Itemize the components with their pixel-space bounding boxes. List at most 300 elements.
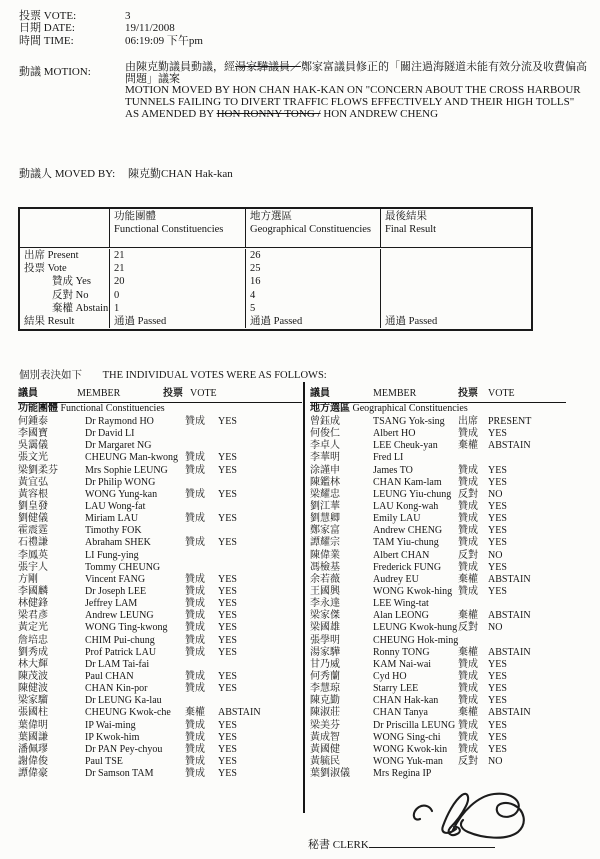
summary-cell: 16 (245, 275, 380, 288)
member-name-zh: 李國麟 (18, 585, 48, 597)
member-vote-row (310, 671, 596, 683)
member-name-en: LAU Wong-fat (85, 500, 146, 512)
member-name-en: Tommy CHEUNG (85, 561, 161, 573)
member-vote-row (18, 659, 302, 671)
member-vote-en: YES (488, 500, 507, 512)
member-vote-zh (185, 562, 218, 574)
member-vote-row (18, 610, 302, 622)
date-row (19, 22, 203, 34)
member-vote-row (18, 744, 302, 756)
member-vote-en: YES (488, 476, 507, 488)
member-name-zh: 劉慧卿 (310, 513, 340, 525)
member-vote-zh: 贊成 (185, 598, 205, 610)
member-vote-en: YES (218, 452, 237, 464)
summary-table-header (20, 209, 531, 248)
member-vote-row (18, 732, 302, 744)
member-vote-row (310, 452, 596, 464)
member-vote-zh (185, 477, 218, 489)
member-vote-en: YES (218, 573, 237, 585)
member-vote-zh: 贊成 (458, 537, 478, 549)
member-vote-zh: 棄權 (458, 573, 478, 585)
member-vote-en: NO (488, 622, 503, 634)
member-name-en: Frederick FUNG (373, 561, 442, 573)
member-vote-row (310, 440, 596, 452)
member-header-en: MEMBER (373, 388, 417, 399)
member-name-zh: 梁美芬 (310, 719, 340, 731)
member-name-en: Andrew LEUNG (85, 610, 154, 622)
member-vote-zh: 棄權 (458, 646, 478, 658)
member-vote-en: YES (218, 683, 237, 695)
summary-table (18, 207, 533, 331)
vote-number-row (19, 10, 203, 22)
member-vote-zh: 反對 (458, 488, 478, 500)
column-divider (303, 382, 305, 813)
member-name-en: LAU Kong-wah (373, 500, 439, 512)
member-vote-zh (185, 695, 218, 707)
member-name-en: Paul CHAN (85, 670, 134, 682)
functional-group-en: Functional Constituencies (60, 403, 165, 414)
member-vote-zh: 贊成 (185, 416, 205, 427)
member-vote-zh: 贊成 (458, 731, 478, 743)
member-vote-row (18, 550, 302, 562)
member-vote-zh: 贊成 (185, 622, 205, 634)
member-vote-row (18, 489, 302, 501)
member-name-en: Dr Samson TAM (85, 768, 154, 780)
member-name-en: Cyd HO (373, 670, 407, 682)
member-name-en: Dr David LI (85, 428, 135, 440)
member-name-zh: 曾鈺成 (310, 416, 340, 427)
member-vote-en: NO (488, 549, 503, 561)
member-vote-zh: 贊成 (458, 428, 478, 440)
member-vote-zh: 棄權 (185, 707, 205, 719)
member-name-zh: 劉秀成 (18, 646, 48, 658)
summary-row (20, 262, 531, 275)
member-name-zh: 余若薇 (310, 573, 340, 585)
member-vote-zh: 贊成 (458, 464, 478, 476)
member-name-zh: 劉江華 (310, 500, 340, 512)
member-vote-en (218, 562, 302, 574)
member-vote-row (310, 586, 596, 598)
member-vote-zh: 贊成 (185, 768, 205, 780)
member-vote-row (18, 537, 302, 549)
member-name-en: Dr Margaret NG (85, 440, 152, 452)
member-vote-en (488, 598, 596, 610)
member-vote-row (310, 477, 596, 489)
member-name-en: Dr Joseph LEE (85, 585, 147, 597)
member-vote-row (310, 622, 596, 634)
member-vote-en (218, 525, 302, 537)
member-vote-en: NO (488, 488, 503, 500)
member-vote-en: YES (488, 525, 507, 537)
member-vote-row (310, 416, 596, 428)
member-vote-zh: 贊成 (458, 500, 478, 512)
member-name-zh: 葉國謙 (18, 731, 48, 743)
member-vote-row (18, 635, 302, 647)
member-vote-en: YES (218, 768, 237, 780)
member-vote-en: YES (218, 755, 237, 767)
summary-cell: 25 (245, 262, 380, 275)
individual-votes-heading-en: THE INDIVIDUAL VOTES WERE AS FOLLOWS: (102, 370, 327, 381)
member-name-en: Dr PAN Pey-chyou (85, 743, 163, 755)
member-vote-row (18, 586, 302, 598)
member-name-zh: 林健鋒 (18, 598, 48, 610)
member-name-zh: 謝偉俊 (18, 755, 48, 767)
member-vote-en (218, 501, 302, 513)
member-vote-zh: 贊成 (185, 719, 205, 731)
member-vote-zh: 出席 (458, 416, 478, 427)
member-header-zh: 議員 (310, 388, 330, 399)
summary-header-geographical-en: Geographical Constituencies (250, 223, 372, 235)
member-name-en: WONG Yuk-man (373, 755, 443, 767)
member-vote-row (310, 428, 596, 440)
member-vote-row (18, 707, 302, 719)
document-meta (19, 10, 203, 47)
summary-cell: 通過 Passed (109, 315, 245, 328)
member-name-zh: 張學明 (310, 634, 340, 646)
member-vote-row (310, 659, 596, 671)
vote-header-zh: 投票 (163, 388, 183, 399)
member-vote-row (310, 562, 596, 574)
member-name-en: Ronny TONG (373, 646, 430, 658)
summary-header-functional-zh: 功能團體 (114, 211, 156, 222)
member-vote-zh: 贊成 (185, 610, 205, 622)
member-vote-row (18, 622, 302, 634)
member-name-zh: 詹培忠 (18, 634, 48, 646)
member-vote-zh: 反對 (458, 549, 478, 561)
summary-row (20, 302, 531, 315)
member-vote-en: PRESENT (488, 416, 532, 427)
member-name-zh: 李永達 (310, 598, 340, 610)
summary-header-blank (20, 209, 109, 247)
motion-text (125, 62, 588, 121)
member-vote-zh (458, 768, 488, 780)
member-name-en: Prof Patrick LAU (85, 646, 157, 658)
geographical-group-zh: 地方選區 (310, 403, 350, 414)
motion-text-chinese (125, 62, 588, 85)
member-vote-row (310, 501, 596, 513)
summary-row (20, 275, 531, 288)
summary-row (20, 249, 531, 262)
member-vote-row (310, 720, 596, 732)
member-name-en: Vincent FANG (85, 573, 146, 585)
member-name-en: Audrey EU (373, 573, 419, 585)
vote-header-en: VOTE (190, 388, 217, 399)
summary-header-geographical-zh: 地方選區 (250, 211, 292, 222)
member-vote-row (310, 707, 596, 719)
member-name-zh: 陳淑莊 (310, 707, 340, 719)
member-vote-en: ABSTAIN (218, 707, 261, 719)
member-name-en: LEE Cheuk-yan (373, 440, 438, 452)
member-name-zh: 陳健波 (18, 683, 48, 695)
member-name-zh: 張宇人 (18, 561, 48, 573)
member-vote-zh (185, 525, 218, 537)
member-vote-row (310, 513, 596, 525)
member-name-zh: 馮檢基 (310, 561, 340, 573)
clerk-label: 秘書 CLERK (308, 839, 369, 851)
member-vote-row (18, 416, 302, 428)
member-vote-zh: 贊成 (458, 683, 478, 695)
summary-cell: 通過 Passed (380, 315, 531, 328)
member-vote-row (18, 562, 302, 574)
clerk-underline (369, 836, 495, 848)
summary-cell: 通過 Passed (245, 315, 380, 328)
motion-zh-after: 鄭家富議員修正的「關注過海隧道未能有效分流及收費偏高問題」議案 (125, 61, 587, 85)
member-name-en: WONG Yung-kan (85, 488, 158, 500)
time-label: 時間 TIME: (19, 34, 74, 47)
member-name-en: Jeffrey LAM (85, 598, 138, 610)
member-vote-zh: 贊成 (185, 573, 205, 585)
member-vote-zh: 贊成 (185, 537, 205, 549)
member-name-en: TAM Yiu-chung (373, 537, 439, 549)
member-name-zh: 黃成智 (310, 731, 340, 743)
member-name-en: CHAN Kam-lam (373, 476, 442, 488)
member-name-zh: 李華明 (310, 452, 340, 464)
member-vote-zh: 贊成 (458, 525, 478, 537)
summary-table-body (20, 248, 531, 329)
member-vote-row (310, 635, 596, 647)
member-vote-zh: 棄權 (458, 707, 478, 719)
functional-group-zh: 功能團體 (18, 403, 58, 414)
geographical-group-label (310, 403, 596, 416)
member-vote-en: YES (488, 695, 507, 707)
member-name-zh: 何俊仁 (310, 428, 340, 440)
member-name-en: Albert HO (373, 428, 416, 440)
member-name-en: LI Fung-ying (85, 549, 139, 561)
member-name-zh: 方剛 (18, 573, 38, 585)
vote-header-en: VOTE (488, 388, 515, 399)
member-vote-en: NO (488, 755, 503, 767)
member-name-en: WONG Kwok-kin (373, 743, 448, 755)
member-vote-en: ABSTAIN (488, 646, 531, 658)
member-name-zh: 李鳳英 (18, 549, 48, 561)
member-vote-zh: 贊成 (458, 513, 478, 525)
member-vote-en: YES (488, 743, 507, 755)
member-vote-en (218, 659, 302, 671)
member-name-zh: 梁國雄 (310, 622, 340, 634)
member-vote-zh: 贊成 (458, 695, 478, 707)
member-name-en: KAM Nai-wai (373, 658, 432, 670)
member-vote-row (18, 768, 302, 780)
member-name-en: WONG Ting-kwong (85, 622, 168, 634)
member-vote-en: YES (218, 670, 237, 682)
member-vote-en (488, 452, 596, 464)
member-name-zh: 譚耀宗 (310, 537, 340, 549)
member-vote-en: YES (218, 585, 237, 597)
member-vote-en: YES (488, 537, 507, 549)
member-vote-row (310, 744, 596, 756)
summary-cell (380, 249, 531, 262)
geographical-votes-column (310, 387, 596, 780)
member-name-zh: 黃定光 (18, 622, 48, 634)
member-name-zh: 何鍾泰 (18, 416, 48, 427)
member-vote-zh: 反對 (458, 622, 478, 634)
member-name-en: LEE Wing-tat (373, 598, 429, 610)
vote-header-zh: 投票 (458, 388, 478, 399)
member-vote-row (18, 695, 302, 707)
member-vote-row (310, 610, 596, 622)
summary-cell: 0 (109, 289, 245, 302)
member-vote-zh: 贊成 (185, 670, 205, 682)
clerk-signature (410, 789, 538, 843)
member-vote-en (488, 635, 596, 647)
member-name-zh: 葉劉淑儀 (310, 768, 350, 780)
member-vote-en: YES (218, 731, 237, 743)
member-vote-row (18, 452, 302, 464)
member-vote-en: ABSTAIN (488, 440, 531, 452)
member-vote-zh (458, 598, 488, 610)
summary-cell (380, 262, 531, 275)
member-name-en: Albert CHAN (373, 549, 430, 561)
member-vote-en: YES (218, 513, 237, 525)
functional-group-label (18, 403, 302, 416)
member-name-zh: 吳靄儀 (18, 440, 48, 452)
summary-header-functional (109, 209, 245, 247)
member-name-zh: 黃毓民 (310, 755, 340, 767)
member-name-en: CHAN Kin-por (85, 683, 148, 695)
member-vote-row (310, 695, 596, 707)
summary-row (20, 315, 531, 328)
member-vote-row (18, 720, 302, 732)
member-name-zh: 張國柱 (18, 707, 48, 719)
member-name-zh: 林大輝 (18, 658, 48, 670)
member-vote-zh: 贊成 (458, 670, 478, 682)
member-vote-en: YES (218, 622, 237, 634)
clerk-signature-line (308, 836, 495, 852)
member-vote-zh: 贊成 (185, 646, 205, 658)
member-name-en: Alan LEONG (373, 610, 429, 622)
individual-votes-heading (19, 367, 327, 382)
geographical-column-header (310, 387, 596, 401)
summary-cell (380, 289, 531, 302)
member-name-zh: 湯家驊 (310, 646, 340, 658)
member-vote-en: YES (218, 719, 237, 731)
member-vote-row (310, 598, 596, 610)
member-name-zh: 陳茂波 (18, 670, 48, 682)
member-header-zh: 議員 (18, 388, 38, 399)
member-vote-en: YES (218, 416, 237, 427)
member-name-zh: 梁家騮 (18, 695, 48, 707)
member-vote-en (218, 477, 302, 489)
member-vote-row (18, 428, 302, 440)
member-vote-zh: 贊成 (185, 585, 205, 597)
member-vote-row (18, 440, 302, 452)
functional-column-header (18, 387, 302, 401)
member-vote-zh: 贊成 (458, 476, 478, 488)
motion-en-after: HON ANDREW CHENG (320, 107, 439, 120)
member-vote-zh: 贊成 (185, 743, 205, 755)
member-vote-en: YES (488, 464, 507, 476)
vote-number-label: 投票 VOTE: (19, 10, 77, 22)
functional-votes-column (18, 387, 302, 780)
member-vote-row (310, 574, 596, 586)
member-vote-row (18, 574, 302, 586)
summary-cell: 5 (245, 302, 380, 315)
member-vote-zh (458, 635, 488, 647)
member-name-en: WONG Kwok-hing (373, 585, 453, 597)
summary-header-final (380, 209, 531, 247)
time-value: 06:19:09 下午pm (125, 34, 203, 47)
member-name-zh: 涂謹申 (310, 464, 340, 476)
member-name-en: CHEUNG Man-kwong (85, 452, 179, 464)
motion-text-english (125, 85, 588, 120)
member-name-en: CHAN Hak-kan (373, 695, 439, 707)
member-vote-en (488, 768, 596, 780)
member-vote-zh: 棄權 (458, 440, 478, 452)
member-vote-zh: 贊成 (185, 488, 205, 500)
member-vote-zh: 贊成 (185, 731, 205, 743)
member-name-zh: 陳偉業 (310, 549, 340, 561)
member-name-en: Emily LAU (373, 513, 421, 525)
member-vote-en: YES (218, 646, 237, 658)
motion-en-before: MOTION MOVED BY HON CHAN HAK-KAN ON "CONCERN ABOUT THE CROSS HARBOUR TUNNELS FAILING TO DIVERT TRAFFIC FLOWS EFFECTIVELY AND THEIR HIGH TOLLS" AS AMENDED BY (125, 84, 581, 120)
summary-cell: 26 (245, 249, 380, 262)
member-vote-row (310, 768, 596, 780)
member-name-en: Timothy FOK (85, 525, 142, 537)
member-name-zh: 梁家傑 (310, 610, 340, 622)
member-vote-row (18, 647, 302, 659)
member-vote-en (218, 440, 302, 452)
member-name-en: Abraham SHEK (85, 537, 151, 549)
member-vote-zh (185, 440, 218, 452)
member-vote-zh: 贊成 (185, 683, 205, 695)
member-vote-zh: 贊成 (458, 585, 478, 597)
member-vote-en: YES (218, 598, 237, 610)
member-vote-zh (185, 501, 218, 513)
member-name-zh: 梁君彥 (18, 610, 48, 622)
member-vote-row (310, 525, 596, 537)
member-name-en: Dr Raymond HO (85, 416, 154, 427)
summary-row-label: 結果 Result (24, 315, 75, 327)
member-name-zh: 潘佩璆 (18, 743, 48, 755)
date-label: 日期 DATE: (19, 22, 75, 35)
motion-zh-struck: 湯家驊議員／ (235, 61, 301, 73)
member-vote-en: YES (218, 743, 237, 755)
member-vote-en: YES (488, 658, 507, 670)
member-name-en: LEUNG Kwok-hung (373, 622, 458, 634)
member-name-zh: 霍震霆 (18, 525, 48, 537)
member-vote-row (18, 683, 302, 695)
member-name-zh: 李慧琼 (310, 683, 340, 695)
member-vote-zh: 棄權 (458, 610, 478, 622)
member-name-en: Miriam LAU (85, 513, 139, 525)
summary-cell: 4 (245, 289, 380, 302)
member-vote-row (18, 756, 302, 768)
member-name-en: Fred LI (373, 452, 404, 464)
member-name-en: CHEUNG Hok-ming (373, 634, 459, 646)
member-name-en: Dr Philip WONG (85, 476, 156, 488)
summary-header-geographical (245, 209, 380, 247)
member-name-en: Dr LAM Tai-fai (85, 658, 150, 670)
member-vote-row (18, 465, 302, 477)
member-vote-en (218, 695, 302, 707)
member-vote-en: YES (488, 731, 507, 743)
member-vote-row (310, 732, 596, 744)
member-vote-en: ABSTAIN (488, 610, 531, 622)
member-vote-row (310, 489, 596, 501)
member-name-zh: 甘乃威 (310, 658, 340, 670)
member-vote-en: YES (218, 464, 237, 476)
member-name-en: Mrs Sophie LEUNG (85, 464, 168, 476)
member-vote-zh: 贊成 (185, 755, 205, 767)
summary-header-final-zh: 最後結果 (385, 211, 427, 222)
member-vote-row (310, 465, 596, 477)
summary-cell (380, 302, 531, 315)
member-vote-row (310, 550, 596, 562)
individual-votes-heading-zh: 個別表決如下 (19, 370, 82, 381)
member-header-en: MEMBER (77, 388, 121, 399)
summary-row (20, 289, 531, 302)
member-vote-row (18, 477, 302, 489)
